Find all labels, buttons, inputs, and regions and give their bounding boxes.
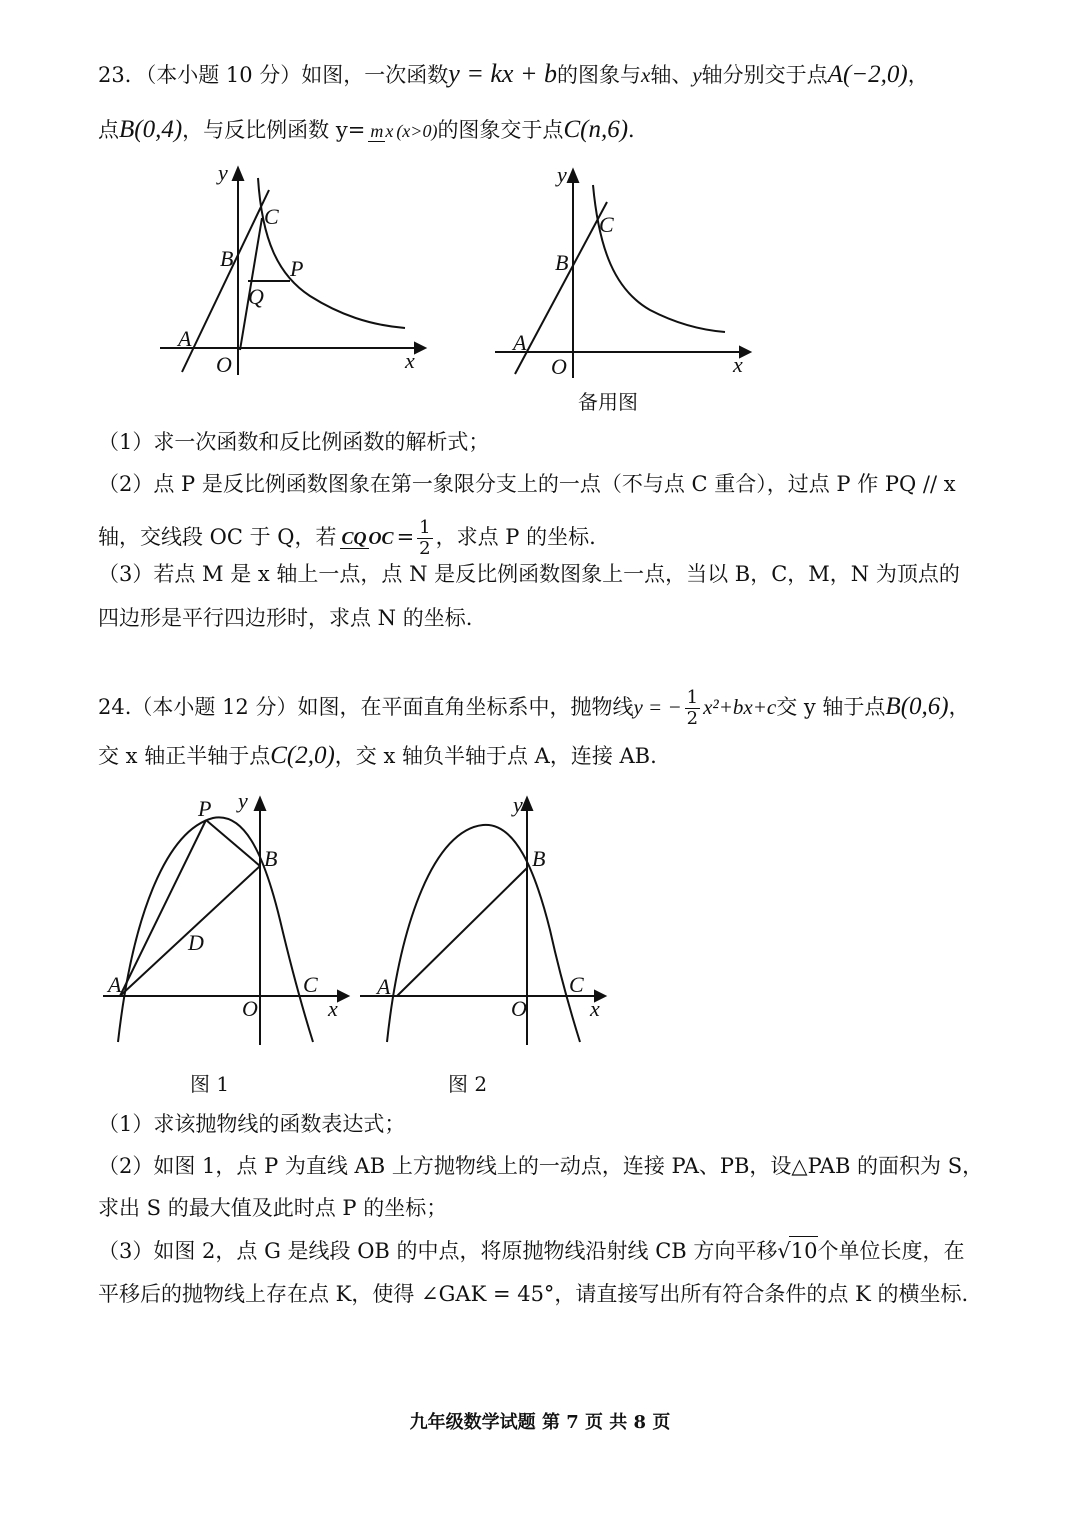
point-b: B(0,6): [885, 693, 949, 720]
q23-part2-text: 轴，交线段 OC 于 Q，若: [98, 525, 337, 549]
label-a: A: [108, 972, 122, 997]
punct: ，: [948, 695, 970, 719]
punct: ．: [628, 118, 650, 142]
q23-part2-text: ，求点 P 的坐标.: [435, 525, 596, 549]
label-x: x: [328, 996, 338, 1021]
label-q: Q: [248, 284, 264, 309]
q24-part3-line2: 平移后的抛物线上存在点 K，使得 ∠GAK = 45°，请直接写出所有符合条件的点 K 的横坐标.: [98, 1282, 969, 1306]
q23-figure-main: [150, 160, 440, 394]
q24-figure-1: [98, 790, 358, 1054]
q24-stem-line1: [98, 688, 970, 729]
q23-equation: y = kx + b: [448, 59, 558, 88]
fraction-numerator: CQ: [341, 528, 367, 548]
q24-part2-line2: 求出 S 的最大值及此时点 P 的坐标；: [98, 1196, 448, 1220]
fraction-numerator: m: [370, 121, 384, 141]
hyperbola-curve: [258, 178, 405, 328]
q24-equation-start: y = −: [633, 695, 682, 719]
q23-part2-line2: [98, 518, 596, 559]
label-p: P: [290, 256, 304, 281]
label-o: O: [551, 354, 567, 379]
q24-stem-text: ，交 x 轴负半轴于点 A，连接 AB.: [334, 744, 657, 768]
label-c: C: [569, 972, 584, 997]
q23-part3-line2: 四边形是平行四边形时，求点 N 的坐标.: [98, 606, 473, 630]
punct: ，: [907, 63, 929, 87]
y-arrow-icon: [255, 798, 265, 810]
figure-caption-backup: 备用图: [578, 390, 638, 414]
q23-part2-line1: （2）点 P 是反比例函数图象在第一象限分支上的一点（不与点 C 重合），过点 P 作 PQ // x: [98, 472, 956, 496]
fraction-m-over-x: [368, 121, 393, 142]
q24-part3-line1: [98, 1236, 965, 1265]
point-a: A(−2,0): [827, 61, 908, 88]
x-symbol: x: [641, 63, 651, 87]
label-x: x: [590, 996, 600, 1021]
point-b: B(0,4): [119, 116, 183, 143]
fraction-denominator: 2: [419, 538, 431, 559]
x-arrow-icon: [415, 343, 425, 353]
segment-pa: [120, 820, 206, 996]
x-arrow-icon: [338, 991, 348, 1001]
label-c: C: [264, 204, 279, 229]
q23-figure-backup: [485, 160, 765, 394]
q24-stem-text: 交 y 轴于点: [776, 695, 886, 719]
q24-stem-text: 24.（本小题 12 分）如图，在平面直角坐标系中，抛物线: [98, 695, 634, 719]
y-symbol: y: [692, 63, 702, 87]
figure-caption-2: 图 2: [448, 1072, 488, 1096]
fraction-numerator: 1: [686, 687, 699, 708]
line-ab: [515, 202, 607, 374]
q23-stem-text: 轴、: [650, 63, 693, 87]
fraction-one-half: [417, 518, 432, 559]
label-b: B: [264, 846, 278, 871]
label-x: x: [733, 352, 743, 377]
label-c: C: [599, 212, 614, 237]
q24-equation-end: x²+bx+c: [703, 695, 777, 719]
label-b: B: [555, 250, 569, 275]
point-c: C(n,6): [563, 116, 629, 143]
label-a: A: [178, 326, 192, 351]
hyperbola-curve: [593, 185, 725, 332]
fraction-numerator: 1: [419, 517, 431, 538]
y-arrow-icon: [233, 168, 243, 180]
segment-ab: [397, 868, 527, 996]
q24-stem-text: 交 x 轴正半轴于点: [98, 744, 271, 768]
label-o: O: [242, 996, 258, 1021]
label-o: O: [511, 996, 527, 1021]
q23-stem-line2: [98, 116, 649, 145]
parabola-curve: [387, 825, 580, 1042]
sqrt-icon: √: [777, 1239, 791, 1263]
q23-part3-line1: （3）若点 M 是 x 轴上一点，点 N 是反比例函数图象上一点，当以 B，C，M，N 为顶点的: [98, 562, 960, 586]
page-footer: 九年级数学试题 第 7 页 共 8 页: [409, 1412, 671, 1433]
label-o: O: [216, 352, 232, 377]
fraction-one-half: [685, 688, 700, 729]
point-c: C(2,0): [270, 742, 335, 769]
domain-condition: (x>0): [396, 121, 438, 141]
parabola-curve: [118, 817, 313, 1042]
figure-caption-1: 图 1: [190, 1072, 230, 1096]
label-b: B: [532, 846, 546, 871]
y-arrow-icon: [568, 170, 578, 182]
label-c: C: [303, 972, 318, 997]
q23-stem-text: 23．（本小题 10 分）如图，一次函数: [98, 63, 449, 87]
label-a: A: [377, 974, 391, 999]
fraction-cq-over-oc: [340, 528, 394, 549]
q23-stem-text: 轴分别交于点: [701, 63, 828, 87]
q24-part3-text: （3）如图 2，点 G 是线段 OB 的中点，将原抛物线沿射线 CB 方向平移: [98, 1239, 778, 1263]
label-x: x: [405, 348, 415, 373]
label-y: y: [557, 162, 567, 187]
label-d: D: [188, 930, 204, 955]
q24-part2-line1: （2）如图 1，点 P 为直线 AB 上方抛物线上的一动点，连接 PA、PB，设△PAB 的面积为 S，: [98, 1154, 984, 1178]
q23-stem-text: 点: [98, 118, 119, 142]
fraction-denominator: x: [385, 121, 394, 141]
q24-figure-2: [355, 790, 615, 1054]
q23-stem-text: 的图象与: [557, 63, 642, 87]
label-y: y: [238, 790, 248, 813]
label-y: y: [513, 792, 523, 817]
equals-sign: =: [396, 525, 415, 549]
label-y: y: [218, 160, 228, 185]
q24-part1: （1）求该抛物线的函数表达式；: [98, 1112, 406, 1136]
fraction-denominator: 2: [686, 708, 699, 729]
q24-part3-text: 个单位长度，在: [817, 1239, 965, 1263]
label-b: B: [220, 246, 234, 271]
q23-stem-line1: [98, 60, 929, 89]
q23-stem-text: ，与反比例函数 y=: [182, 118, 366, 142]
label-a: A: [513, 330, 527, 355]
q23-stem-text: 的图象交于点: [437, 118, 564, 142]
y-arrow-icon: [522, 798, 532, 810]
q23-part1: （1）求一次函数和反比例函数的解析式；: [98, 430, 490, 454]
q24-stem-line2: [98, 742, 657, 770]
label-p: P: [198, 796, 212, 821]
sqrt-value: 10: [789, 1236, 818, 1265]
fraction-denominator: OC: [368, 528, 394, 548]
